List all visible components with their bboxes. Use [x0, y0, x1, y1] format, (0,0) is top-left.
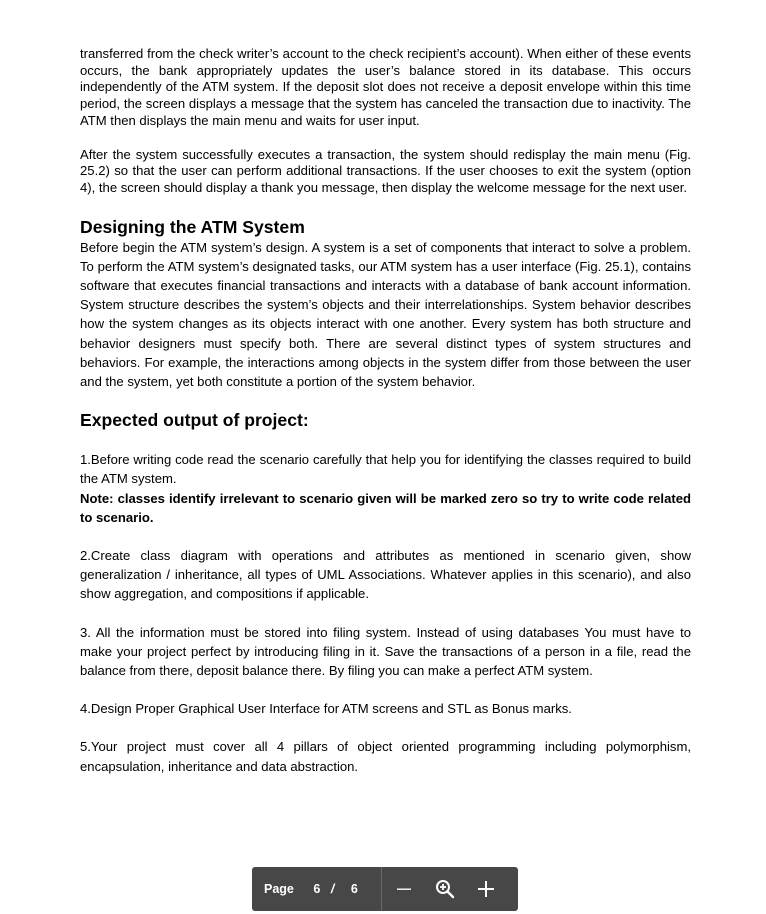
page-separator: /	[330, 882, 335, 896]
zoom-reset-button[interactable]	[426, 867, 464, 911]
heading-expected-output: Expected output of project:	[80, 410, 309, 431]
page-toolbar	[252, 867, 518, 911]
document-page	[80, 46, 691, 776]
toolbar-divider	[381, 867, 382, 911]
heading-designing-atm: Designing the ATM System	[80, 216, 305, 237]
note-text: Note: classes identify irrelevant to scenario given will be marked zero so try to write code related to scenario.	[80, 490, 691, 525]
list-item-2: 2.Create class diagram with operations and attributes as mentioned in scenario given, show generalization / inheritance, all types of UML Associations. Whatever applies in this scenario), and also show aggregation, and compositions if applicable.	[80, 548, 691, 602]
minus-icon	[396, 881, 412, 897]
current-page-number[interactable]: 6	[313, 882, 321, 896]
list-item-4: 4.Design Proper Graphical User Interface for ATM screens and STL as Bonus marks.	[80, 701, 572, 717]
page-indicator	[252, 867, 381, 911]
list-item-1: 1.Before writing code read the scenario carefully that help you for identifying the classes required to build the ATM system.	[80, 452, 691, 487]
magnifier-plus-icon	[435, 879, 455, 899]
plus-icon	[477, 880, 495, 898]
list-item-5: 5.Your project must cover all 4 pillars of object oriented programming including polymorphism, encapsulation, inheritance and data abstraction.	[80, 739, 691, 774]
paragraph-after-transaction: After the system successfully executes a transaction, the system should redisplay the main menu (Fig. 25.2) so that the user can perform additional transactions. If the user chooses to exit the system (option 4), the screen should display a thank you message, then display the welcome message for the next user.	[80, 146, 691, 195]
paragraph-system-design: Before begin the ATM system’s design. A system is a set of components that interact to solve a problem. To perform the ATM system’s designated tasks, our ATM system has a user interface (Fig. 25.1), contains software that executes financial transactions and interacts with a database of bank account information. System structure describes the system’s objects and their interrelationships. System behavior describes how the system changes as its objects interact with one another. Every system has both structure and behavior designers must specify both. There are several distinct types of system structures and behaviors. For example, the interactions among objects in the system differ from those between the user and the system, yet both constitute a portion of the system behavior.	[80, 239, 691, 390]
zoom-in-button[interactable]	[467, 867, 505, 911]
total-pages: 6	[350, 882, 358, 896]
paragraph-deposit-timeout: transferred from the check writer’s account to the check recipient’s account). When either of these events occurs, the bank appropriately updates the user’s balance stored in its database. This occurs independently of the ATM system. If the deposit slot does not receive a deposit envelope within this time period, the screen displays a message that the system has canceled the transaction due to inactivity. The ATM then displays the main menu and waits for user input.	[80, 46, 691, 128]
list-item-3: 3. All the information must be stored into filing system. Instead of using databases You must have to make your project perfect by introducing filing in it. Save the transactions of a person in a file, read the balance from there, deposit balance there. By filing you can make a perfect ATM system.	[80, 624, 691, 679]
zoom-out-button[interactable]	[385, 867, 423, 911]
page-label: Page	[264, 882, 294, 896]
